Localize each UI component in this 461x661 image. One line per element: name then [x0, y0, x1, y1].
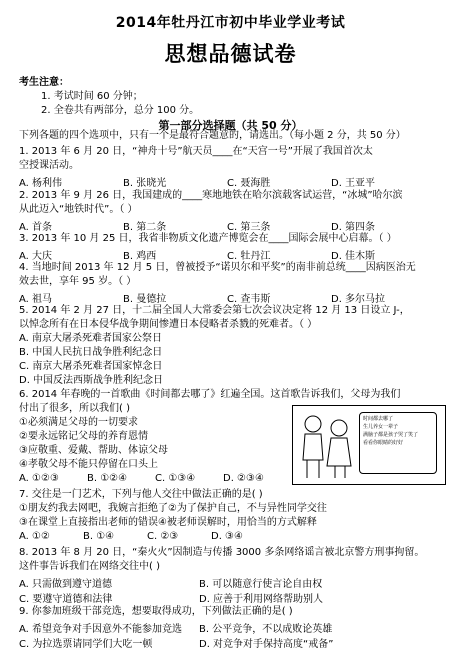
option: C. 牡丹江 [227, 251, 271, 262]
exam-title: 2014年牡丹江市初中毕业学业考试 [115, 15, 346, 31]
option-row [19, 590, 323, 605]
cartoon-text: 看看你眼睛的好好 [363, 440, 404, 446]
speech-bubble [359, 412, 437, 474]
question-text: 2. 2013 年 9 月 26 日，我国建成的____寒地地铁在哈尔滨载客试运营，“冰城”哈尔滨 [19, 190, 403, 201]
option: A. ①②③ [19, 473, 59, 484]
statement-item: ③应敬重、爱戴、帮助、体谅父母 [19, 445, 168, 456]
option: C. 查韦斯 [227, 294, 271, 305]
option-row [19, 635, 333, 650]
notice-item: 1. 考试时间 60 分钟； [41, 91, 143, 102]
question-text: 6. 2014 年春晚的一首歌曲《时间都去哪了》红遍全国。这首歌告诉我们，父母为我们 [19, 389, 401, 400]
option-row [19, 620, 332, 635]
option: C. ①③④ [155, 473, 196, 484]
question-text: 1. 2013 年 6 月 20 日，“神舟十号”航天员____在“天宫一号”开展了我国首次太 [19, 146, 373, 157]
option: A. 只需做到遵守道德 [19, 579, 113, 590]
option: B. 鸡西 [123, 251, 157, 262]
part-instruction: 下列各题的四个选项中，只有一个是最符合题意的，请选出。（每小题 2 分，共 50 分） [19, 130, 406, 141]
option: A. 希望竞争对手因意外不能参加竞选 [19, 624, 183, 635]
question-text: 7. 交往是一门艺术，下列与他人交往中做法正确的是( ) [19, 489, 263, 500]
statement-item: ①必须满足父母的一切要求 [19, 417, 138, 428]
question-text: 付出了很多，所以我们( ) [19, 403, 130, 414]
option: C. 为拉选票请同学们大吃一顿 [19, 639, 153, 650]
part-heading: 第一部分选择题（共 50 分） [158, 119, 303, 132]
question-text: 这件事告诉我们在网络交往中( ) [19, 561, 160, 572]
option: A. ①② [19, 531, 50, 542]
option-row [19, 290, 385, 305]
option: D. 多尔马拉 [331, 294, 386, 305]
question-text: 以悼念所有在日本侵华战争期间惨遭日本侵略者杀戮的死难者。（ ） [19, 319, 318, 330]
question-text: 8. 2013 年 8 月 20 日，“秦火火”因制造与传播 3000 多条网络谣言被北京警方刑事拘留。 [19, 547, 425, 558]
notice-item: 2. 全卷共有两部分，总分 100 分。 [41, 105, 200, 116]
option: B. 张晓光 [123, 178, 167, 189]
statement-item: ②要永远铭记父母的养育恩情 [19, 431, 148, 442]
cartoon-illustration [292, 405, 446, 485]
exam-subject: 思想品德试卷 [164, 42, 297, 66]
option: A. 首条 [19, 222, 53, 233]
cartoon-text: 满脑子都是孩子哭了笑了 [363, 432, 419, 438]
question-text: 从此迈入“地铁时代”。（ ） [19, 204, 138, 215]
option-row [19, 575, 322, 590]
question-text: 5. 2014 年 2 月 27 日，十二届全国人大常委会第七次会议决定将 12 月 13 日设立 J-， [19, 305, 410, 316]
question-text: 9. 你参加班级干部竞选，想要取得成功，下列做法正确的是( ) [19, 606, 293, 617]
option: C. 南京大屠杀死难者国家悼念日 [19, 361, 163, 372]
option: D. 中国反法西斯战争胜利纪念日 [19, 375, 164, 386]
option: B. ①②④ [87, 473, 128, 484]
question-text: 空授课活动。 [19, 160, 79, 171]
option: D. 对竞争对手保持高度“戒备” [199, 639, 334, 650]
option-row [19, 174, 375, 189]
option: B. 可以随意行使言论自由权 [199, 579, 323, 590]
option: D. ②③④ [223, 473, 264, 484]
option: C. ②③ [147, 531, 179, 542]
option: C. 第三条 [227, 222, 271, 233]
option-row [19, 218, 375, 233]
option: B. 公平竞争，不以成败论英雄 [199, 624, 333, 635]
statement-item: ④孝敬父母不能只停留在口头上 [19, 459, 158, 470]
option: A. 杨利伟 [19, 178, 63, 189]
option-row [19, 531, 243, 542]
option: C. 要遵守道德和法律 [19, 594, 113, 605]
parents-drawing [295, 410, 359, 482]
cartoon-text: 生儿养女一辈子 [363, 424, 399, 430]
question-text: 4. 当地时间 2013 年 12 月 5 日，曾被授予“诺贝尔和平奖”的南非前总统____因病医治无 [19, 262, 416, 273]
option-row [19, 473, 264, 484]
statement-item: ①朋友约我去网吧，我婉言拒绝了②为了保护自己，不与异性同学交往 [19, 503, 327, 514]
option: A. 大庆 [19, 251, 53, 262]
option: B. ①④ [83, 531, 115, 542]
option: D. 佳木斯 [331, 251, 376, 262]
option: B. 第二条 [123, 222, 167, 233]
question-text: 3. 2013 年 10 月 25 日，我省非物质文化遗产博览会在____国际会展中心启幕。（ ） [19, 233, 397, 244]
option: A. 祖马 [19, 294, 53, 305]
option: A. 南京大屠杀死难者国家公祭日 [19, 333, 163, 344]
option: D. 应善于利用网络帮助别人 [199, 594, 324, 605]
option: D. 第四条 [331, 222, 376, 233]
statement-item: ③在课堂上直接指出老师的错误④被老师误解时，用恰当的方式解释 [19, 517, 317, 528]
notice-heading: 考生注意： [19, 77, 69, 88]
option: B. 曼德拉 [123, 294, 167, 305]
option-row [19, 247, 375, 262]
option: D. ③④ [211, 531, 243, 542]
option: D. 王亚平 [331, 178, 376, 189]
question-text: 效去世，享年 95 岁。（ ） [19, 276, 137, 287]
cartoon-text: 时间都去哪了 [363, 416, 394, 422]
option: B. 中国人民抗日战争胜利纪念日 [19, 347, 163, 358]
option: C. 聂海胜 [227, 178, 271, 189]
